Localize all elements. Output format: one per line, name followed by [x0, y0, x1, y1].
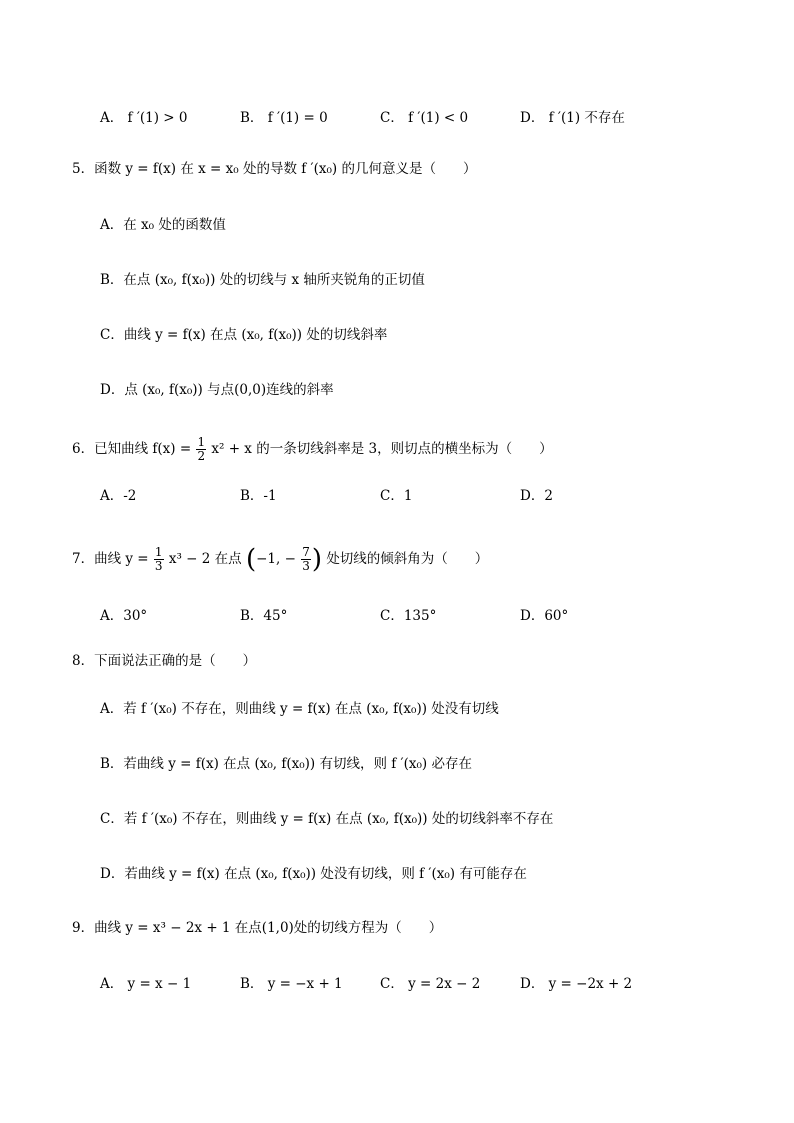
q7-option-d: D．60° [520, 608, 569, 624]
q9-option-c: C． y = 2x − 2 [380, 976, 481, 992]
q5-stem: 5．函数 y = f(x) 在 x = x₀ 处的导数 f ′(x₀) 的几何意义是（ ） [72, 161, 477, 177]
q7-fraction-1-denominator: 3 [154, 559, 163, 573]
q6-stem-post: x² + x 的一条切线斜率是 3，则切点的横坐标为（ ） [211, 441, 553, 457]
q7-option-b: B．45° [240, 608, 288, 624]
q6-option-b: B．-1 [240, 488, 277, 504]
q8-option-a: A．若 f ′(x₀) 不存在，则曲线 y = f(x) 在点 (x₀, f(x₀)) 处没有切线 [100, 701, 499, 717]
q6-fraction [196, 436, 206, 463]
q6-stem-pre: 6．已知曲线 f(x) = [72, 441, 192, 457]
q4-option-d: D． f ′(1) 不存在 [520, 110, 625, 126]
q6-option-d: D．2 [520, 488, 553, 504]
q7-right-paren: ) [311, 544, 323, 575]
q4-option-a: A． f ′(1) > 0 [100, 110, 188, 126]
q4-option-b: B． f ′(1) = 0 [240, 110, 328, 126]
q4-option-c: C． f ′(1) < 0 [380, 110, 469, 126]
q5-option-a: A．在 x₀ 处的函数值 [100, 217, 226, 233]
q7-stem [72, 546, 488, 573]
q8-option-d: D．若曲线 y = f(x) 在点 (x₀, f(x₀)) 处没有切线，则 f ′(x₀) 有可能存在 [100, 866, 527, 882]
q7-stem-post: 处切线的倾斜角为（ ） [326, 551, 489, 567]
q9-option-a: A． y = x − 1 [100, 976, 192, 992]
q7-fraction-2-numerator: 7 [302, 545, 310, 559]
q7-left-paren: ( [245, 544, 257, 575]
q5-option-d: D．点 (x₀, f(x₀)) 与点(0,0)连线的斜率 [100, 382, 334, 398]
q6-option-a: A．-2 [100, 488, 137, 504]
q7-fraction-2 [301, 546, 311, 573]
q6-fraction-numerator: 1 [197, 435, 206, 449]
q5-option-b: B．在点 (x₀, f(x₀)) 处的切线与 x 轴所夹锐角的正切值 [100, 272, 425, 288]
q9-option-b: B． y = −x + 1 [240, 976, 343, 992]
q6-fraction-denominator: 2 [197, 449, 206, 463]
q6-stem [72, 436, 553, 463]
q7-option-c: C．135° [380, 608, 437, 624]
q9-option-d: D． y = −2x + 2 [520, 976, 633, 992]
q8-option-c: C．若 f ′(x₀) 不存在，则曲线 y = f(x) 在点 (x₀, f(x₀)) 处的切线斜率不存在 [100, 811, 554, 827]
q7-stem-mid: x³ − 2 在点 [168, 551, 242, 567]
q7-point-pre: −1, − [256, 551, 296, 567]
q7-fraction-1-numerator: 1 [154, 545, 163, 559]
q7-option-a: A．30° [100, 608, 148, 624]
q8-stem: 8．下面说法正确的是（ ） [72, 653, 257, 669]
q7-fraction-2-denominator: 3 [302, 559, 310, 573]
q6-option-c: C．1 [380, 488, 413, 504]
q9-stem: 9．曲线 y = x³ − 2x + 1 在点(1,0)处的切线方程为（ ） [72, 920, 443, 936]
q7-fraction-1 [154, 546, 164, 573]
q5-option-c: C．曲线 y = f(x) 在点 (x₀, f(x₀)) 处的切线斜率 [100, 327, 388, 343]
q7-stem-pre: 7．曲线 y = [72, 551, 149, 567]
q8-option-b: B．若曲线 y = f(x) 在点 (x₀, f(x₀)) 有切线，则 f ′(x₀) 必存在 [100, 756, 472, 772]
